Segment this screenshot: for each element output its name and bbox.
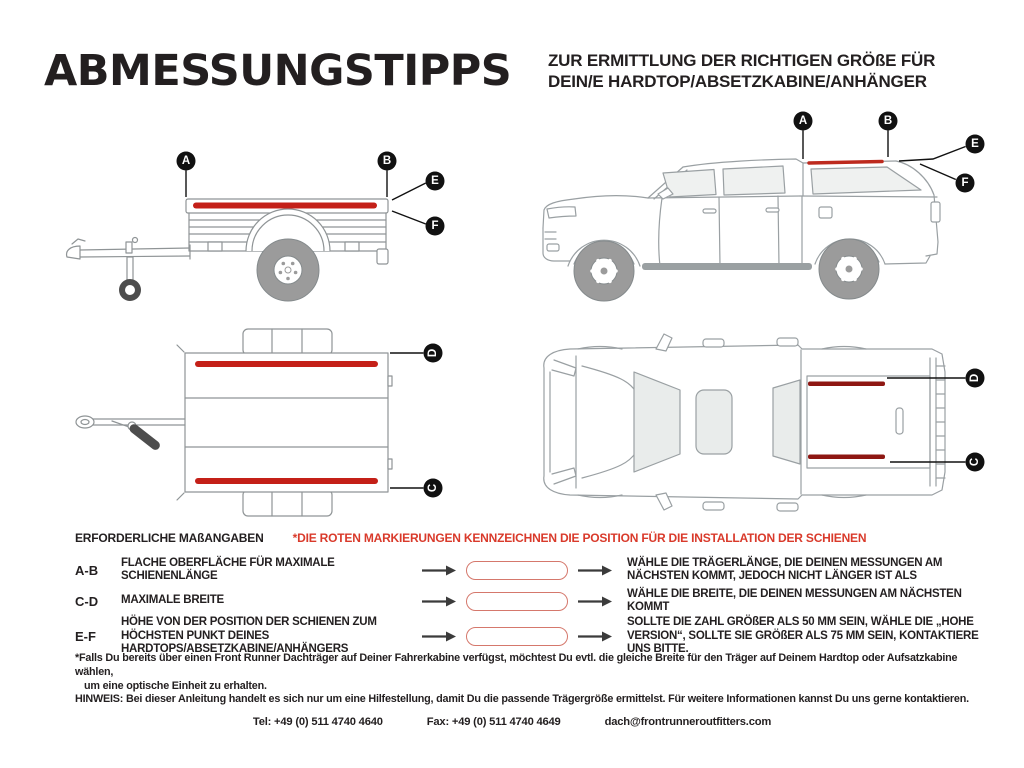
footer-contact	[0, 716, 1024, 728]
measure-desc-ab: FLACHE OBERFLÄCHE FÜR MAXIMALE SCHIENENLÄNGE	[121, 556, 335, 582]
hinweis-note: HINWEIS: Bei dieser Anleitung handelt es sich nur um eine Hilfestellung, damit Du die passende Trägergröße ermittelst. Für weitere Informationen kannst Du uns gerne kontaktieren.	[75, 693, 969, 705]
arrow-right-icon	[577, 631, 613, 642]
subtitle-line-1: ZUR ERMITTLUNG DER RICHTIGEN GRÖßE FÜR	[548, 51, 936, 70]
rail-position-marking-red-left	[195, 361, 378, 367]
svg-text:B: B	[883, 115, 893, 127]
rail-position-marking-red-right	[195, 478, 378, 484]
legend-row-cd	[75, 586, 991, 616]
svg-text:E: E	[431, 175, 439, 187]
trailer-side-view-figure	[40, 118, 460, 318]
footer-tel: Tel: +49 (0) 511 4740 4640	[252, 716, 383, 728]
arrow-right-icon	[421, 596, 457, 607]
svg-text:F: F	[431, 220, 439, 232]
legend-row-ab	[75, 554, 991, 586]
arrow-right-icon	[577, 596, 613, 607]
trailer-top-drawing	[76, 329, 392, 516]
arrow-right-icon	[421, 565, 457, 576]
truck-side-view-figure	[530, 106, 990, 318]
measure-desc-cd: MAXIMALE BREITE	[121, 594, 224, 607]
footnote-line-2: um eine optische Einheit zu erhalten.	[84, 680, 267, 692]
measure-key-ef: E-F	[75, 628, 96, 644]
svg-text:E: E	[971, 138, 979, 150]
svg-text:B: B	[382, 155, 392, 167]
legend-red-note: *DIE ROTEN MARKIERUNGEN KENNZEICHNEN DIE POSITION FÜR DIE INSTALLATION DER SCHIENEN	[292, 531, 867, 545]
measure-result-cd: WÄHLE DIE BREITE, DIE DEINEN MESSUNGEN AM NÄCHSTEN KOMMT	[627, 587, 962, 613]
truck-bed	[807, 376, 930, 468]
measurement-field-cd	[466, 592, 568, 611]
measure-key-cd: C-D	[75, 593, 99, 609]
svg-text:A: A	[798, 115, 808, 127]
svg-text:A: A	[181, 155, 191, 167]
truck-top-view-figure	[530, 332, 990, 517]
truck-front-wheel	[574, 241, 634, 301]
arrow-right-icon	[577, 565, 613, 576]
footnote	[75, 651, 980, 693]
footnote-line-1: *Falls Du bereits über einen Front Runner Dachträger auf Deiner Fahrerkabine verfügst, möchtest Du evtl. die gleiche Breite für den Träger auf Deinem Hardtop oder Aufsatzkabine wählen,	[75, 652, 958, 678]
legend-heading: ERFORDERLICHE MAßANGABEN	[75, 531, 264, 545]
taillight	[931, 202, 940, 222]
sunroof	[696, 390, 732, 454]
trailer-hitch-coupler	[67, 246, 80, 259]
measurement-field-ef	[466, 627, 568, 646]
windshield	[634, 372, 680, 472]
trailer-wheel	[257, 239, 319, 301]
trailer-top-view-figure	[40, 320, 460, 530]
legend	[75, 531, 991, 657]
rail-position-marking-red	[809, 162, 882, 164]
trailer-side-drawing	[67, 199, 388, 301]
page-subtitle	[548, 50, 935, 92]
measure-key-ab: A-B	[75, 562, 99, 578]
truck-top-drawing	[544, 334, 945, 511]
rail-position-marking-red-right	[808, 455, 885, 460]
brake-lever	[128, 422, 162, 451]
subtitle-line-2: DEIN/E HARDTOP/ABSETZKABINE/ANHÄNGER	[548, 72, 927, 91]
measure-result-ab: WÄHLE DIE TRÄGERLÄNGE, DIE DEINEN MESSUNGEN AM NÄCHSTEN KOMMT, JEDOCH NICHT LÄNGER IST ALS	[627, 556, 943, 582]
footer-fax: Fax: +49 (0) 511 4740 4649	[426, 716, 561, 728]
fuel-door	[819, 207, 832, 218]
svg-text:D: D	[427, 348, 439, 358]
svg-text:F: F	[961, 177, 969, 189]
svg-text:C: C	[969, 457, 981, 467]
measure-result-ef: SOLLTE DIE ZAHL GRÖßER ALS 50 MM SEIN, WÄHLE DIE „HOHE VERSION“, SOLLTE SIE GRÖßER ALS 75 MM SEIN, KONTAKTIERE UNS BITTE.	[627, 616, 979, 655]
rear-window	[773, 380, 800, 464]
svg-text:D: D	[969, 373, 981, 383]
measurement-field-ab	[466, 561, 568, 580]
canopy-window	[811, 167, 921, 194]
truck-rear-wheel	[819, 239, 879, 299]
rail-position-marking-red-left	[808, 382, 885, 387]
rocker-panel	[642, 263, 812, 270]
trailer-hitch-coupler	[76, 416, 94, 428]
page-title: ABMESSUNGSTIPPS	[44, 46, 512, 96]
legend-header	[75, 531, 991, 545]
measure-desc-ef: HÖHE VON DER POSITION DER SCHIENEN ZUM HÖCHSTEN PUNKT DEINES HARDTOPS/ABSETZKABINE/ANHÄNGERS	[121, 616, 377, 655]
rail-position-marking-red	[193, 203, 377, 209]
arrow-right-icon	[421, 631, 457, 642]
trailer-top-markers	[390, 344, 443, 498]
footer-email: dach@frontrunneroutfitters.com	[604, 716, 772, 728]
svg-text:C: C	[427, 483, 439, 493]
